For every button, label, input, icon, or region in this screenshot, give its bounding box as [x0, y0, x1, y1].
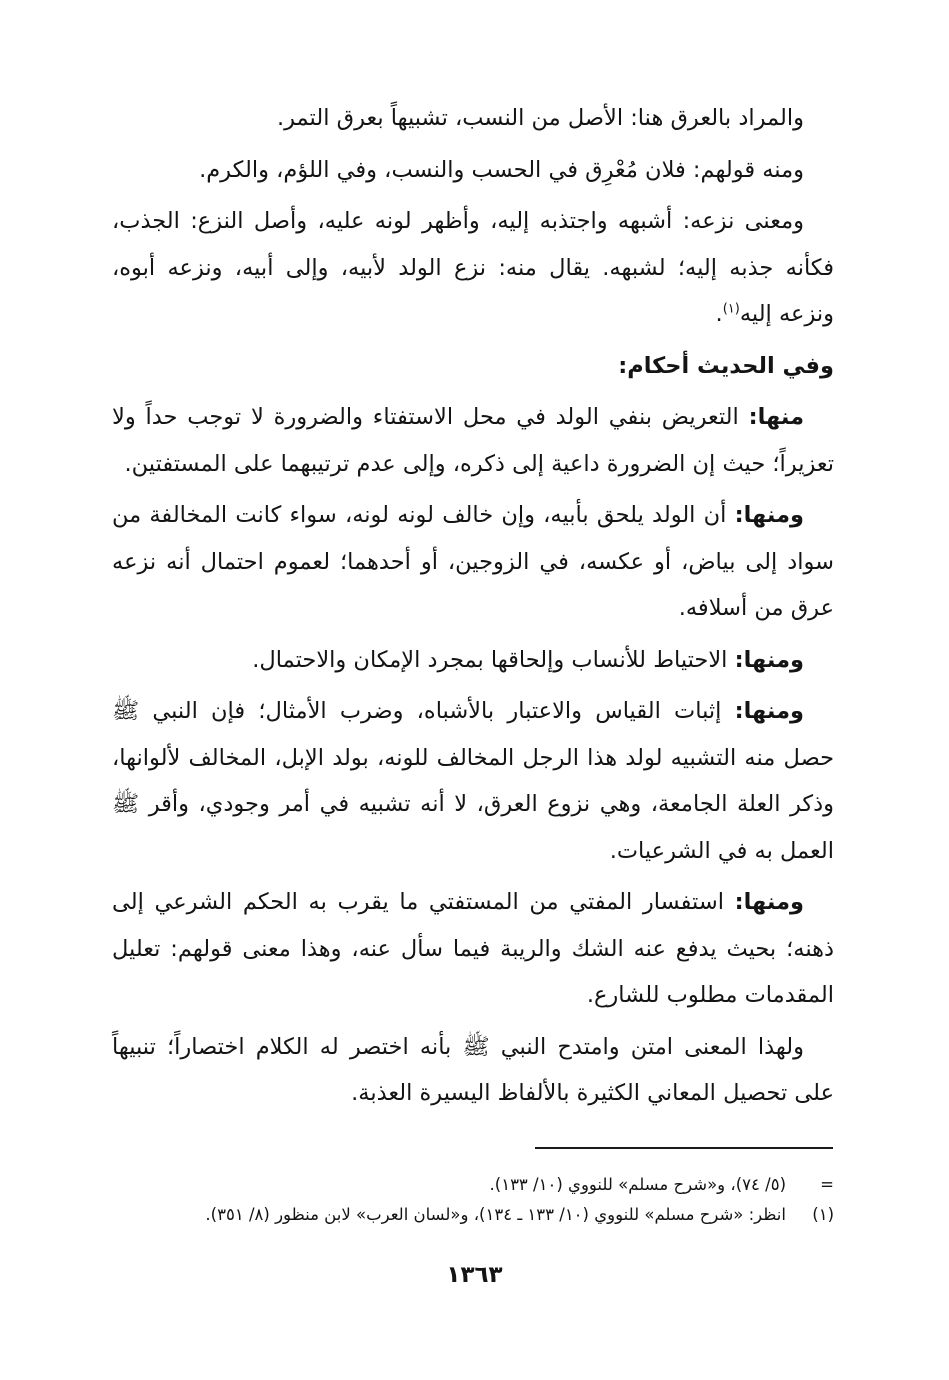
- ruling-lead: ومنها:: [734, 502, 805, 528]
- ruling-text: استفسار المفتي من المستفتي ما يقرب به الحكم الشرعي إلى ذهنه؛ بحيث يدفع عنه الشك والريبة فيما سأل عنه، وهذا معنى قولهم: تعليل المقدمات مطلوب للشارع.: [112, 889, 834, 1008]
- ruling-paragraph: [112, 879, 834, 1019]
- paragraph-meaning-of-irq: [112, 95, 834, 142]
- footnote-continued: [112, 1170, 834, 1200]
- paragraph-meaning-of-naza: ومعنى نزعه: أشبهه واجتذبه إليه، وأظهر لونه عليه، وأصل النزع: الجذب، فكأنه جذبه إليه؛ لشبهه. يقال منه: نزع الولد لأبيه، وإلى أبيه، ونزعه أبوه، ونزعه إليه$^{(١)}$.: [112, 208, 834, 327]
- paragraph-text: والمراد بالعرق هنا: الأصل من النسب، تشبيهاً بعرق التمر.: [276, 105, 804, 131]
- ruling-lead: ومنها:: [734, 698, 804, 724]
- section-heading: وفي الحديث أحكام:: [618, 352, 834, 379]
- footnote-text: (٥/ ٧٤)، و«شرح مسلم» للنووي (١٠/ ١٣٣).: [489, 1175, 786, 1194]
- ruling-paragraph: [112, 394, 834, 487]
- footnotes: [112, 1170, 834, 1230]
- ruling-lead: ومنها:: [734, 889, 805, 915]
- ruling-text: الاحتياط للأنساب وإلحاقها بمجرد الإمكان والاحتمال.: [252, 646, 728, 673]
- closing-paragraph: [112, 1024, 834, 1117]
- ruling-paragraph: [112, 688, 834, 874]
- footnote-text: انظر: «شرح مسلم» للنووي (١٠/ ١٣٣ ـ ١٣٤)، و«لسان العرب» لابن منظور (٨/ ٣٥١).: [205, 1205, 786, 1224]
- footnote-separator: [535, 1147, 833, 1149]
- ruling-paragraph: [112, 492, 834, 632]
- ruling-paragraph: [112, 637, 834, 684]
- ruling-text: إثبات القياس والاعتبار بالأشباه، وضرب الأمثال؛ فإن النبي ﷺ حصل منه التشبيه لولد هذا الرجل المخالف للونه، بولد الإبل، المخالف لألوانها، وذكر العلة الجامعة، وهي نزوع العرق، لا أنه تشبيه في أمر وجودي، وأقر ﷺ العمل به في الشرعيات.: [112, 698, 834, 864]
- ruling-text: أن الولد يلحق بأبيه، وإن خالف لونه لونه، سواء كانت المخالفة من سواد إلى بياض، أو عكسه، في الزوجين، أو أحدهما؛ لعموم احتمال أنه نزعه عرق من أسلافه.: [112, 502, 834, 621]
- page-body: [112, 95, 834, 1122]
- footnote-marker: =: [820, 1175, 834, 1194]
- page-number: ١٣٦٣: [446, 1262, 503, 1288]
- footnote-marker: (١): [812, 1205, 834, 1224]
- ruling-text: التعريض بنفي الولد في محل الاستفتاء والضرورة لا توجب حداً ولا تعزيراً؛ حيث إن الضرورة داعية إلى ذكره، وإلى عدم ترتيبهما على المستفتين.: [112, 404, 834, 477]
- footnote-1: [112, 1200, 834, 1230]
- paragraph-mu-riq: [112, 147, 834, 194]
- paragraph-text: ومعنى نزعه: أشبهه واجتذبه إليه، وأظهر لونه عليه، وأصل النزع: الجذب، فكأنه جذبه إليه؛ لشبهه. يقال منه: نزع الولد لأبيه، وإلى أبيه، ونزعه أبوه، ونزعه إليه: [112, 208, 834, 327]
- paragraph-text: ومنه قولهم: فلان مُعْرِق في الحسب والنسب، وفي اللؤم، والكرم.: [199, 156, 804, 183]
- ruling-lead: منها:: [748, 404, 804, 430]
- ruling-lead: ومنها:: [734, 646, 804, 673]
- footnote-reference: (١): [722, 301, 740, 317]
- paragraph-text: ولهذا المعنى امتن وامتدح النبي ﷺ بأنه اختصر له الكلام اختصاراً؛ تنبيهاً على تحصيل المعاني الكثيرة بالألفاظ اليسيرة العذبة.: [112, 1033, 834, 1106]
